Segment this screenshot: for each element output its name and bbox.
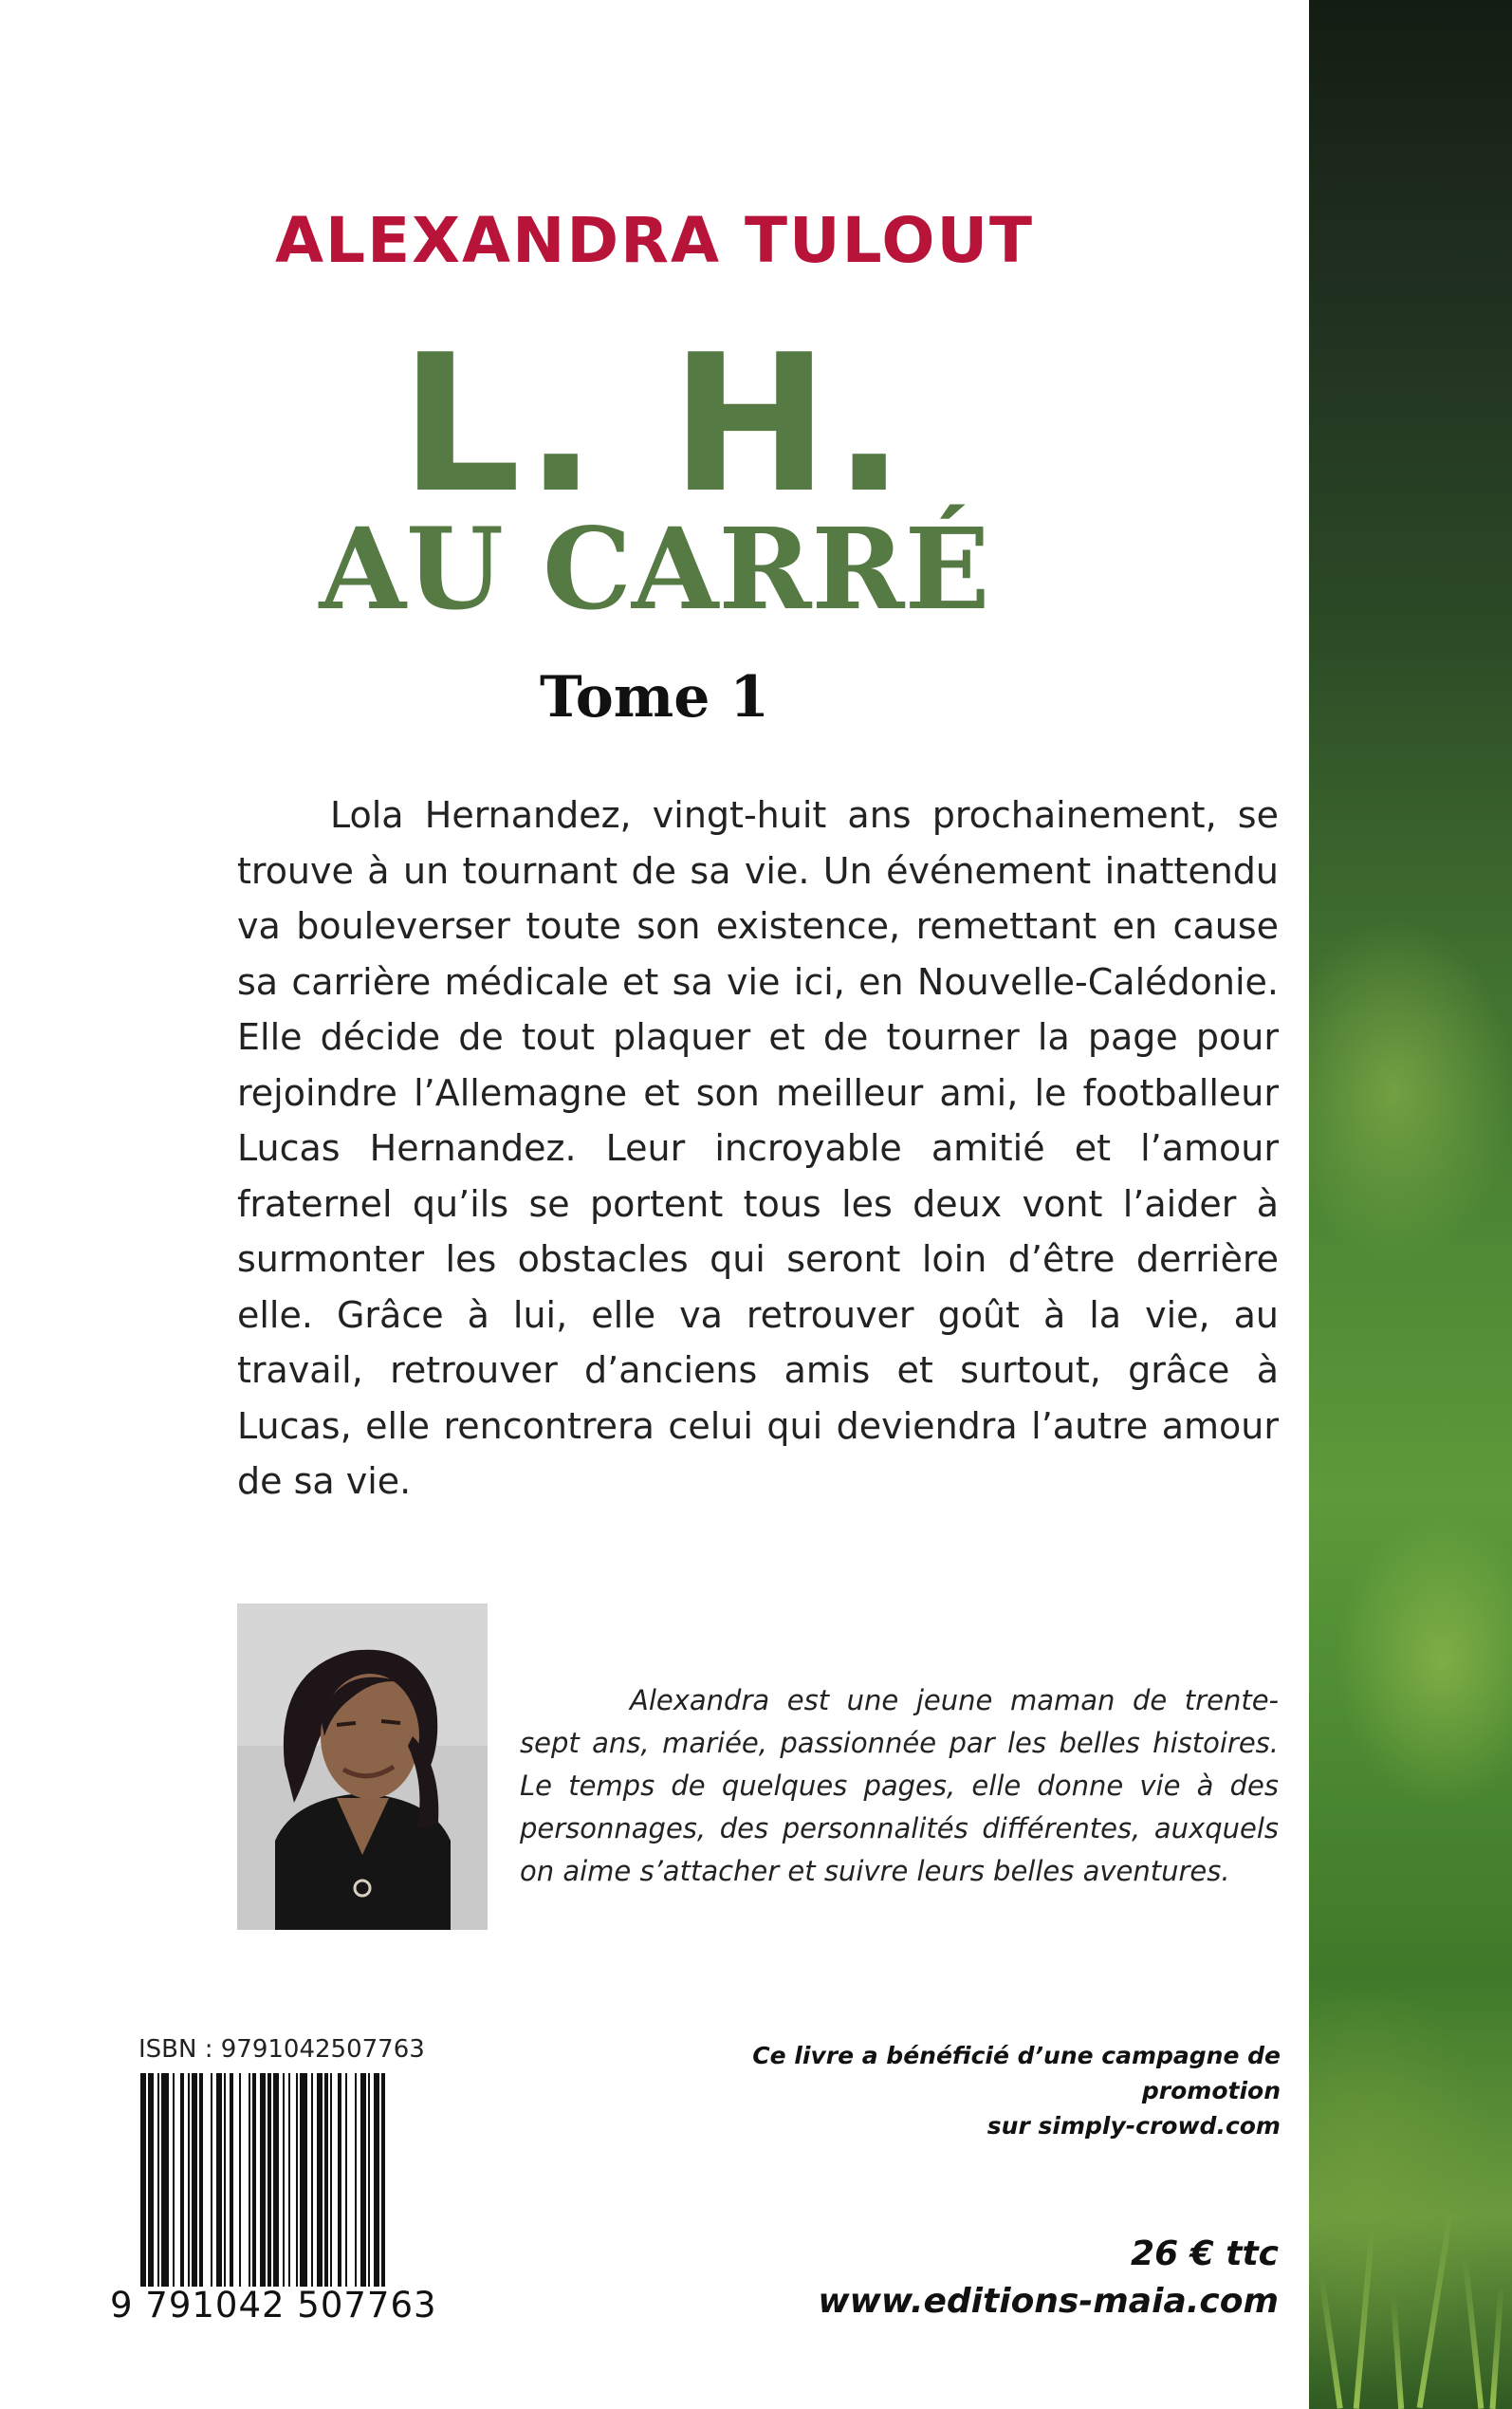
barcode-bar [239,2073,241,2287]
barcode-bar [192,2073,197,2287]
barcode-bar [230,2073,233,2287]
promotion-note [617,2038,1281,2143]
barcode-bar [216,2073,222,2287]
isbn-label: ISBN : 9791042507763 [138,2035,425,2064]
barcode-bar [288,2073,290,2287]
barcode-bar [252,2073,256,2287]
barcode-bar [199,2073,203,2287]
author-portrait-illustration [237,1603,488,1930]
publisher-website[interactable]: www.editions-maia.com [818,2282,1279,2321]
barcode-bar [249,2073,250,2287]
grass-blade [1489,2286,1503,2409]
promotion-line: sur simply-crowd.com [986,2112,1281,2140]
grass-blade [1463,2257,1484,2409]
barcode-bar [324,2073,328,2287]
barcode-bar [360,2073,366,2287]
barcode-bar [283,2073,285,2287]
barcode-bar [355,2073,357,2287]
barcode-bar [273,2073,279,2287]
barcode-bar [330,2073,332,2287]
grass-blade [1318,2276,1342,2408]
promotion-line: Ce livre a bénéficié d’une campagne de promotion [752,2042,1281,2104]
barcode-bar [224,2073,226,2287]
grass-blade [1354,2229,1375,2409]
barcode-bar [345,2073,347,2287]
barcode-bar [338,2073,341,2287]
barcode-bar [311,2073,313,2287]
barcode-bar [296,2073,298,2287]
barcode-bar [148,2073,154,2287]
synopsis: Lola Hernandez, vingt-huit ans prochainement, se trouve à un tournant de sa vie. Un événement inattendu va bouleverser toute son existence, remettant en cause sa carrière médicale et sa vie ici, en Nouvelle-Calédonie. Elle décide de tout plaquer et de tourner la page pour rejoindre l’Allemagne et son meilleur ami, le footballeur Lucas Hernandez. Leur incroyable amitié et l’amour fraternel qu’ils se portent tous les deux vont l’aider à surmonter les obstacles qui seront loin d’être derrière elle. Grâce à lui, elle va retrouver goût à la vie, au travail, retrouver d’anciens amis et surtout, grâce à Lucas, elle rencontrera celui qui deviendra l’autre amour de sa vie. [237,794,1279,1502]
barcode-bar [173,2073,175,2287]
barcode-bar [368,2073,370,2287]
barcode-bar [374,2073,379,2287]
grass-blade [1391,2295,1404,2409]
author-name: ALEXANDRA TULOUT [274,204,1035,277]
volume-label: Tome 1 [539,664,770,731]
book-title: L. H. [399,314,910,535]
author-bio: Alexandra est une jeune maman de trente-sept ans, mariée, passionnée par les belles histoires. Le temps de quelques pages, elle donne vie à des personnages, des personnalités différentes, auxquels on aime s’attacher et suivre leurs belles aventures. [520,1684,1279,1887]
author-photo [237,1603,488,1930]
barcode-bar [300,2073,307,2287]
book-subtitle: AU CARRÉ [319,503,990,635]
barcode-bar [267,2073,271,2287]
barcode-bar [381,2073,385,2287]
barcode-bar [140,2073,146,2287]
grass-blade [1417,2211,1454,2408]
barcode-bar [157,2073,159,2287]
barcode-bar [260,2073,266,2287]
barcode-bar [161,2073,169,2287]
barcode-digits: 9 791042 507763 [110,2285,437,2326]
price: 26 € ttc [1131,2234,1279,2273]
barcode-bar [317,2073,323,2287]
barcode-bar [188,2073,190,2287]
barcode-bar [211,2073,212,2287]
barcode-bar [180,2073,184,2287]
